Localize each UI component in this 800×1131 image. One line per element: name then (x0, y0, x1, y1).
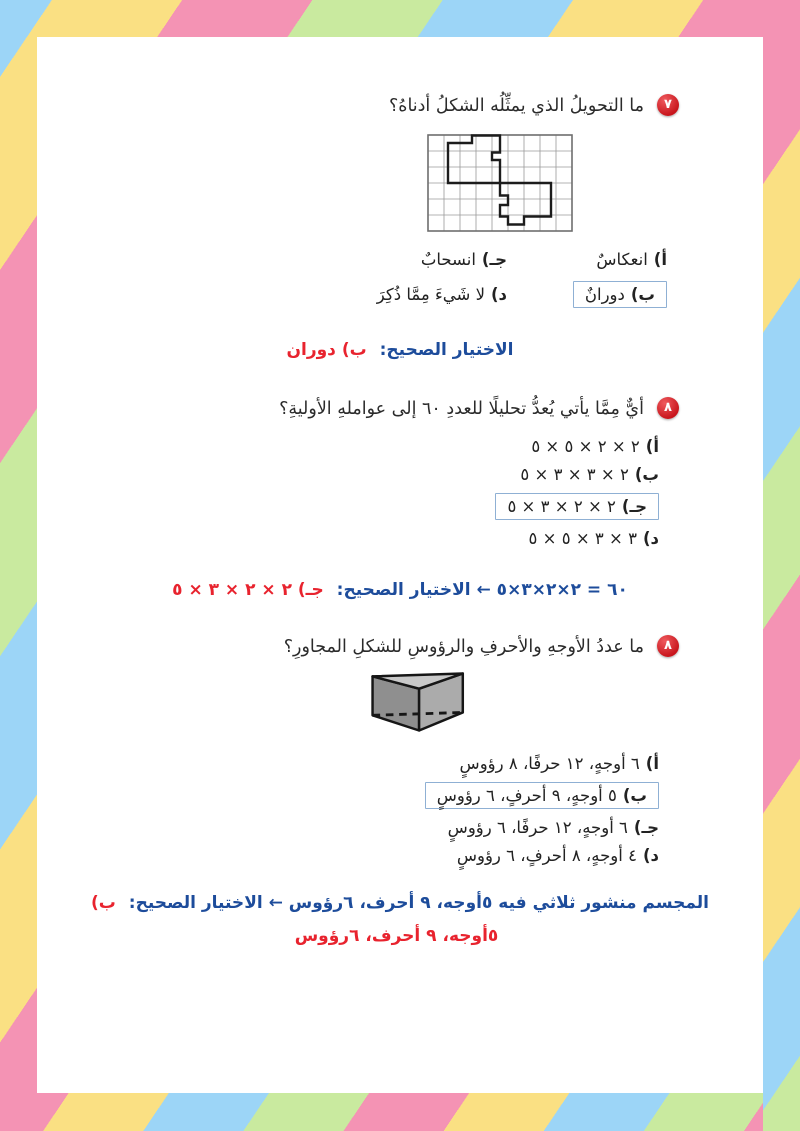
option-key: ب) (630, 284, 655, 304)
question-8-prism-options (37, 754, 659, 865)
option-a (37, 754, 659, 773)
answer-value: ب) (90, 893, 116, 914)
answer-value: ٥أوجه، ٩ أحرف، ٦رؤوس (294, 925, 499, 946)
option-text: انعكاسٌ (596, 249, 648, 269)
answer-label: المجسم منشور ثلاثي فيه ٥أوجه، ٩ أحرف، ٦رؤوس ← الاختيار الصحيح: (128, 893, 709, 914)
question-7-options (37, 250, 667, 308)
question-7 (37, 91, 679, 122)
option-text: ٦ أوجهٍ، ١٢ حرفًا، ٨ رؤوسٍ (459, 754, 640, 774)
option-b-boxed (517, 281, 667, 308)
question-8-prism (37, 632, 679, 663)
option-d (37, 529, 659, 548)
option-text: ٢ × ٢ × ٥ × ٥ (531, 436, 640, 456)
option-text: ٥ أوجهٍ، ٩ أحرفٍ، ٦ رؤوسٍ (436, 786, 617, 806)
option-key: د) (642, 846, 659, 866)
option-a (37, 437, 659, 456)
option-key: أ) (653, 249, 667, 269)
option-text: انسحابٌ (420, 249, 476, 269)
question-7-answer (37, 334, 763, 366)
question-number-badge: ٨ (657, 635, 679, 657)
answer-label: الاختيار الصحيح: (379, 339, 514, 360)
option-text: ٢ × ٢ × ٣ × ٥ (507, 496, 616, 516)
option-key: أ) (645, 754, 659, 774)
option-key: جـ) (621, 496, 647, 516)
option-text: ٦ أوجهٍ، ١٢ حرفًا، ٦ رؤوسٍ (447, 818, 628, 838)
correct-option-box (495, 493, 659, 520)
worksheet-card (37, 37, 763, 1093)
option-d (37, 285, 507, 304)
question-8-factors (37, 394, 679, 425)
question-text: أيٌّ مِمَّا يأتي يُعدُّ تحليلًا للعددِ ٦٠ إلى عواملهِ الأوليةِ؟ (279, 398, 644, 419)
striped-frame-right (763, 0, 800, 1131)
option-key: أ) (645, 436, 659, 456)
striped-frame-bottom (0, 1093, 800, 1131)
option-key: ب) (622, 786, 647, 806)
option-c (37, 250, 507, 269)
option-key: جـ) (481, 249, 507, 269)
answer-label: ٦٠ = ٢×٢×٣×٥ ← الاختيار الصحيح: (336, 579, 628, 600)
option-text: ٢ × ٣ × ٣ × ٥ (520, 464, 629, 484)
answer-value: ب) دوران (286, 339, 367, 360)
question-8-options (37, 437, 659, 548)
option-text: دورانٌ (584, 284, 625, 304)
answer-value: جـ) ٢ × ٢ × ٣ × ٥ (172, 579, 324, 600)
option-key: ب) (634, 464, 659, 484)
question-text: ما التحويلُ الذي يمثِّلُه الشكلُ أدناهُ؟ (388, 96, 644, 116)
question-number-badge: ٧ (657, 94, 679, 116)
option-b-boxed (37, 782, 659, 809)
question-8-prism-answer (37, 887, 763, 952)
option-c-boxed (37, 493, 659, 520)
question-8-answer (37, 574, 763, 606)
option-text: ٤ أوجهٍ، ٨ أحرفٍ، ٦ رؤوسٍ (456, 846, 637, 866)
option-a (517, 250, 667, 269)
answer-line (67, 334, 733, 366)
correct-option-box (425, 782, 659, 809)
answer-line-1 (67, 887, 733, 919)
answer-line-2 (67, 920, 733, 952)
option-d (37, 846, 659, 865)
question-number-badge: ٨ (657, 397, 679, 419)
transformation-grid-figure (427, 134, 573, 232)
option-c (37, 818, 659, 837)
option-key: د) (642, 528, 659, 548)
question-text: ما عددُ الأوجهِ والأحرفِ والرؤوسِ للشكلِ المجاورِ؟ (283, 636, 644, 657)
option-key: جـ) (633, 818, 659, 838)
option-key: د) (490, 284, 507, 304)
option-b (37, 465, 659, 484)
correct-option-box (573, 281, 667, 308)
answer-line (67, 574, 733, 606)
option-text: ٣ × ٣ × ٥ × ٥ (528, 528, 637, 548)
option-text: لا شَيءَ مِمَّا ذُكِرَ (376, 284, 485, 304)
triangular-prism-figure (359, 664, 483, 740)
